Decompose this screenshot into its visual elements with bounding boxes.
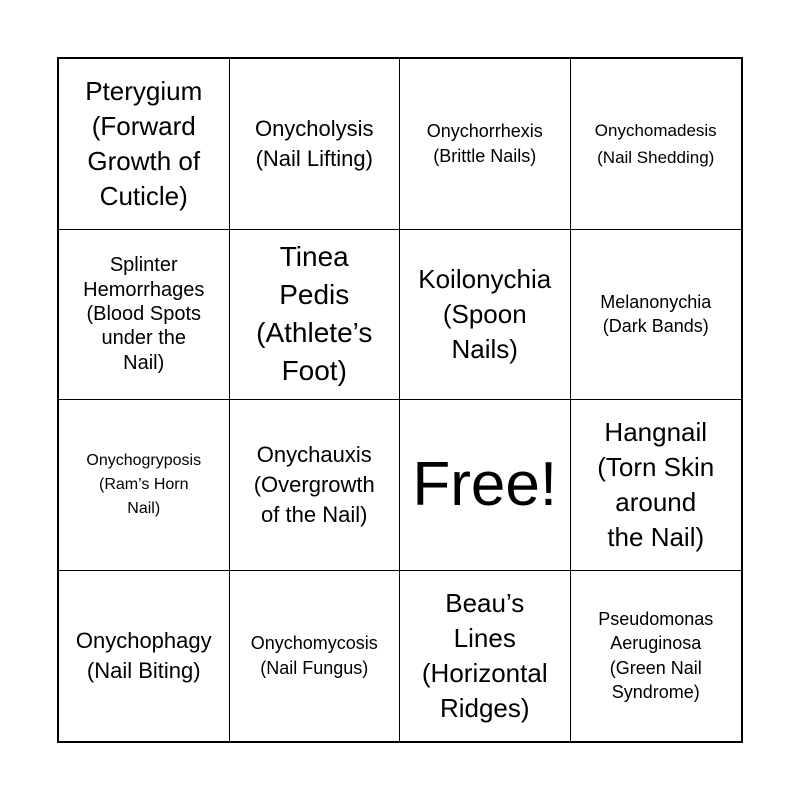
bingo-cell-onychophagy[interactable]	[59, 571, 230, 742]
bingo-cell-splinter-hemorrhages[interactable]	[59, 230, 230, 401]
cell-label: Onychauxis (Overgrowth of the Nail)	[253, 441, 375, 527]
cell-label: Melanonychia (Dark Bands)	[600, 291, 712, 337]
bingo-cell-onychomycosis[interactable]	[230, 571, 401, 742]
cell-label: Onychogryposis (Ram’s Horn Nail)	[86, 451, 202, 517]
bingo-cell-tinea-pedis[interactable]	[230, 230, 401, 401]
bingo-cell-hangnail[interactable]	[571, 400, 742, 571]
cell-label: Onychomadesis (Nail Shedding)	[594, 120, 717, 167]
cell-label: Splinter Hemorrhages (Blood Spots under the Nail)	[83, 254, 205, 374]
cell-label: Pterygium (Forward Growth of Cuticle)	[85, 76, 203, 211]
cell-label: Hangnail (Torn Skin around the Nail)	[597, 417, 715, 552]
bingo-board	[57, 57, 743, 743]
bingo-cell-pseudomonas[interactable]	[571, 571, 742, 742]
bingo-cell-melanonychia[interactable]	[571, 230, 742, 401]
cell-label: Koilonychia (Spoon Nails)	[418, 264, 552, 364]
bingo-cell-onychogryposis[interactable]	[59, 400, 230, 571]
bingo-cell-free-space[interactable]	[400, 400, 571, 571]
cell-label: Onychomycosis (Nail Fungus)	[250, 633, 378, 678]
cell-label: Tinea Pedis (Athlete’s Foot)	[256, 241, 373, 387]
bingo-cell-onychorrhexis[interactable]	[400, 59, 571, 230]
cell-label: Beau’s Lines (Horizontal Ridges)	[421, 588, 548, 723]
bingo-cell-onycholysis[interactable]	[230, 59, 401, 230]
bingo-cell-pterygium[interactable]	[59, 59, 230, 230]
cell-label: Onychorrhexis (Brittle Nails)	[426, 121, 543, 166]
cell-label: Onychophagy (Nail Biting)	[75, 627, 212, 683]
bingo-cell-onychauxis[interactable]	[230, 400, 401, 571]
cell-label: Pseudomonas Aeruginosa (Green Nail Syndrome)	[598, 608, 714, 703]
bingo-cell-beaus-lines[interactable]	[400, 571, 571, 742]
bingo-cell-koilonychia[interactable]	[400, 230, 571, 401]
free-space-label: Free!	[412, 449, 558, 519]
bingo-cell-onychomadesis[interactable]	[571, 59, 742, 230]
cell-label: Onycholysis (Nail Lifting)	[254, 115, 374, 171]
